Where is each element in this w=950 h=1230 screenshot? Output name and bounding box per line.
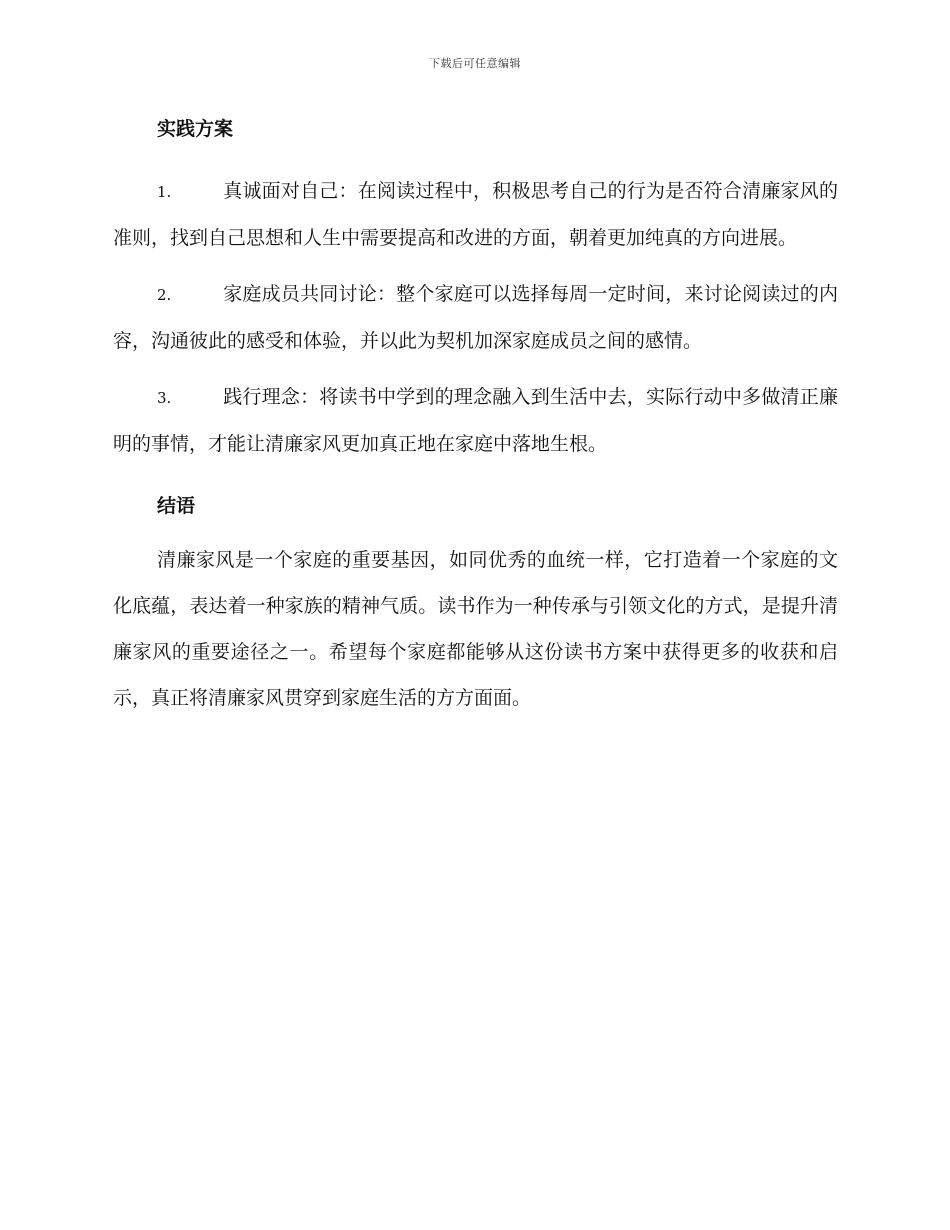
conclusion-heading: 结语 xyxy=(157,495,196,517)
practice-item-3 xyxy=(113,374,838,467)
document-body xyxy=(113,112,838,721)
practice-item-text: 践行理念：将读书中学到的理念融入到生活中去，实际行动中多做清正廉明的事情，才能让清廉家风更加真正地在家庭中落地生根。 xyxy=(113,386,838,455)
practice-item-number: 1. xyxy=(157,183,172,201)
practice-item-number: 3. xyxy=(157,389,172,407)
conclusion-paragraph: 清廉家风是一个家庭的重要基因，如同优秀的血统一样，它打造着一个家庭的文化底蕴，表达着一种家族的精神气质。读书作为一种传承与引领文化的方式，是提升清廉家风的重要途径之一。希望每个家庭都能够从这份读书方案中获得更多的收获和启示，真正将清廉家风贯穿到家庭生活的方方面面。 xyxy=(113,549,838,709)
practice-item-1 xyxy=(113,168,838,261)
header-note: 下载后可任意编辑 xyxy=(429,57,521,70)
practice-item-text: 真诚面对自己：在阅读过程中，积极思考自己的行为是否符合清廉家风的准则，找到自己思想和人生中需要提高和改进的方面，朝着更加纯真的方向进展。 xyxy=(113,180,838,249)
practice-item-text: 家庭成员共同讨论：整个家庭可以选择每周一定时间，来讨论阅读过的内容，沟通彼此的感受和体验，并以此为契机加深家庭成员之间的感情。 xyxy=(113,283,838,352)
practice-item-number: 2. xyxy=(157,286,172,304)
practice-heading: 实践方案 xyxy=(157,118,234,140)
practice-item-2 xyxy=(113,271,838,364)
